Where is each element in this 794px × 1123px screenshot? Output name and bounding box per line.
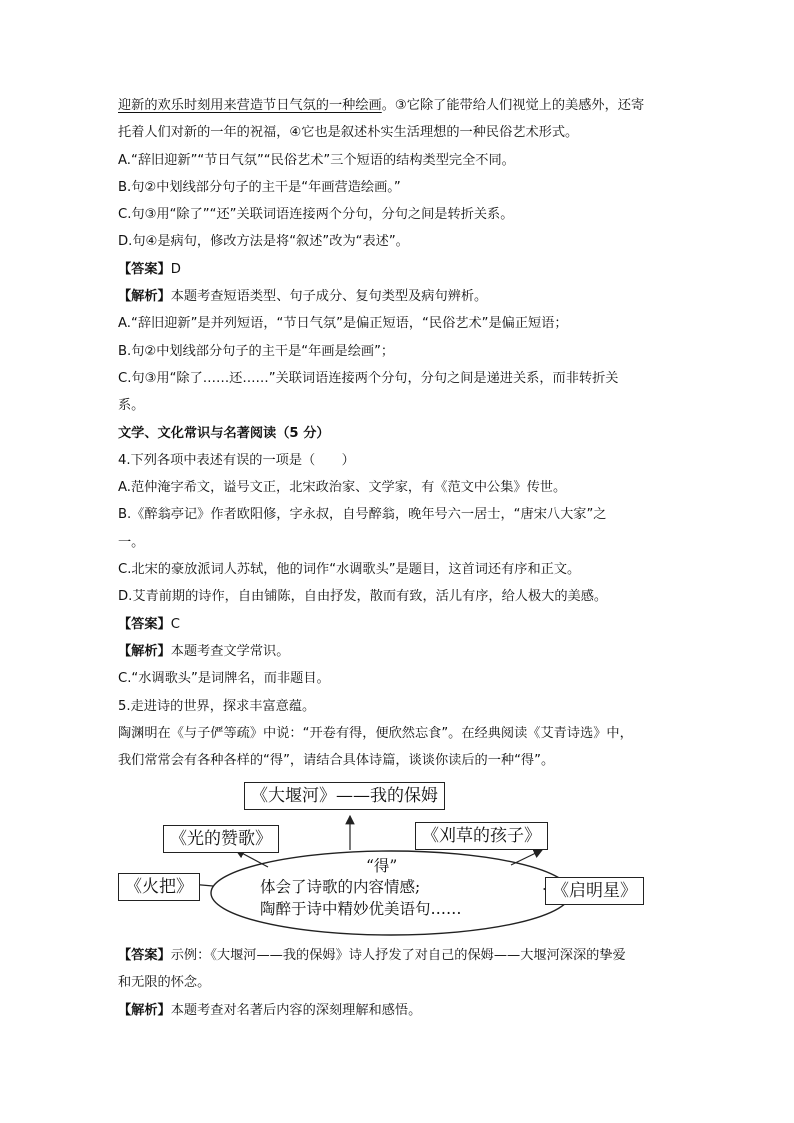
answer-line	[118, 256, 678, 283]
answer-text: 示例：《大堰河——我的保姆》诗人抒发了对自己的保姆——大堰河深深的挚爱	[170, 948, 626, 963]
analysis-text: 本题考查文学常识。	[170, 643, 290, 659]
option-b: B.句②中划线部分句子的主干是“年画营造绘画。”	[118, 179, 401, 195]
answer-tag: 【答案】	[118, 261, 171, 277]
answer-value: C	[170, 616, 180, 632]
arrow-to-upper-right	[511, 850, 542, 865]
center-title: “得”	[366, 857, 398, 875]
q5-answer-line	[118, 942, 678, 969]
node-left: 《火把》	[118, 873, 200, 901]
answer-value: D	[170, 261, 181, 277]
analysis-line	[118, 283, 678, 310]
center-line-2: 陶醉于诗中精妙优美语句……	[260, 900, 462, 918]
option-c: C.句③用“除了”“还”关联词语连接两个分句，分句之间是转折关系。	[118, 207, 514, 223]
mind-map-diagram	[118, 778, 658, 938]
q4-answer-line	[118, 611, 678, 638]
analysis-a: A.“辞旧迎新”是并列短语，“节日气氛”是偏正短语，“民俗艺术”是偏正短语；	[118, 316, 568, 332]
q5-text: 陶渊明在《与子俨等疏》中说：“开卷有得，便欣然忘食”。在经典阅读《艾青诗选》中，	[118, 725, 633, 741]
analysis-tag: 【解析】	[118, 643, 171, 659]
q5-analysis-line	[118, 997, 678, 1024]
q4-analysis-line	[118, 638, 678, 665]
q4-option-d: D.艾青前期的诗作，自由铺陈，自由抒发，散而有致，活儿有序，给人极大的美感。	[118, 589, 608, 605]
answer-tag: 【答案】	[118, 616, 171, 632]
paragraph-line	[118, 92, 678, 119]
option-d: D.句④是病句，修改方法是将“叙述”改为“表述”。	[118, 234, 409, 250]
q5-answer-block	[118, 942, 678, 1024]
node-upper-left: 《光的赞歌》	[163, 825, 279, 853]
option-a: A.“辞旧迎新”“节日气氛”“民俗艺术”三个短语的结构类型完全不同。	[118, 152, 515, 168]
node-upper-right: 《刈草的孩子》	[415, 822, 548, 850]
answer-tag: 【答案】	[118, 948, 171, 963]
q5-stem: 5.走进诗的世界，探求丰富意蕴。	[118, 698, 316, 714]
analysis-tag: 【解析】	[118, 1002, 171, 1018]
analysis-text: 本题考查对名著后内容的深刻理解和感悟。	[170, 1002, 422, 1018]
node-right: 《启明星》	[545, 877, 644, 905]
q4-option-a: A.范仲淹字希文，谥号文正，北宋政治家、文学家，有《范文中公集》传世。	[118, 480, 567, 496]
q4-stem: 4.下列各项中表述有误的一项是（ ）	[118, 452, 355, 468]
q4-option-b: B.《醉翁亭记》作者欧阳修，字永叔，自号醉翁，晚年号六一居士，“唐宋八大家”之	[118, 507, 607, 523]
underlined-sentence: 迎新的欢乐时刻用来营造节日气氛的一种绘画	[118, 98, 382, 113]
section-title: 文学、文化常识与名著阅读（5 分）	[118, 425, 330, 441]
q4-option-c: C.北宋的豪放派词人苏轼，他的词作“水调歌头”是题目，这首词还有序和正文。	[118, 562, 581, 578]
paragraph-line: 托着人们对新的一年的祝福，④它也是叙述朴实生活理想的一种民俗艺术形式。	[118, 125, 579, 141]
sentence-text: 。③它除了能带给人们视觉上的美感外，还寄	[381, 98, 645, 113]
q4-option-b-cont: 一。	[118, 534, 145, 550]
analysis-c: C.句③用“除了……还……”关联词语连接两个分句，分句之间是递进关系，而非转折关	[118, 370, 619, 386]
analysis-tag: 【解析】	[118, 289, 171, 305]
q4-analysis-c: C.“水调歌头”是词牌名，而非题目。	[118, 671, 330, 687]
center-line-1: 体会了诗歌的内容情感;	[260, 878, 421, 896]
analysis-c-cont: 系。	[118, 398, 145, 414]
question-content	[118, 92, 678, 774]
analysis-b: B.句②中划线部分句子的主干是“年画是绘画”；	[118, 343, 395, 359]
node-top: 《大堰河》——我的保姆	[244, 782, 445, 810]
q5-answer-cont: 和无限的怀念。	[118, 975, 211, 991]
analysis-text: 本题考查短语类型、句子成分、复句类型及病句辨析。	[170, 289, 488, 305]
q5-text-cont: 我们常常会有各种各样的“得”，请结合具体诗篇，谈谈你读后的一种“得”。	[118, 753, 555, 769]
